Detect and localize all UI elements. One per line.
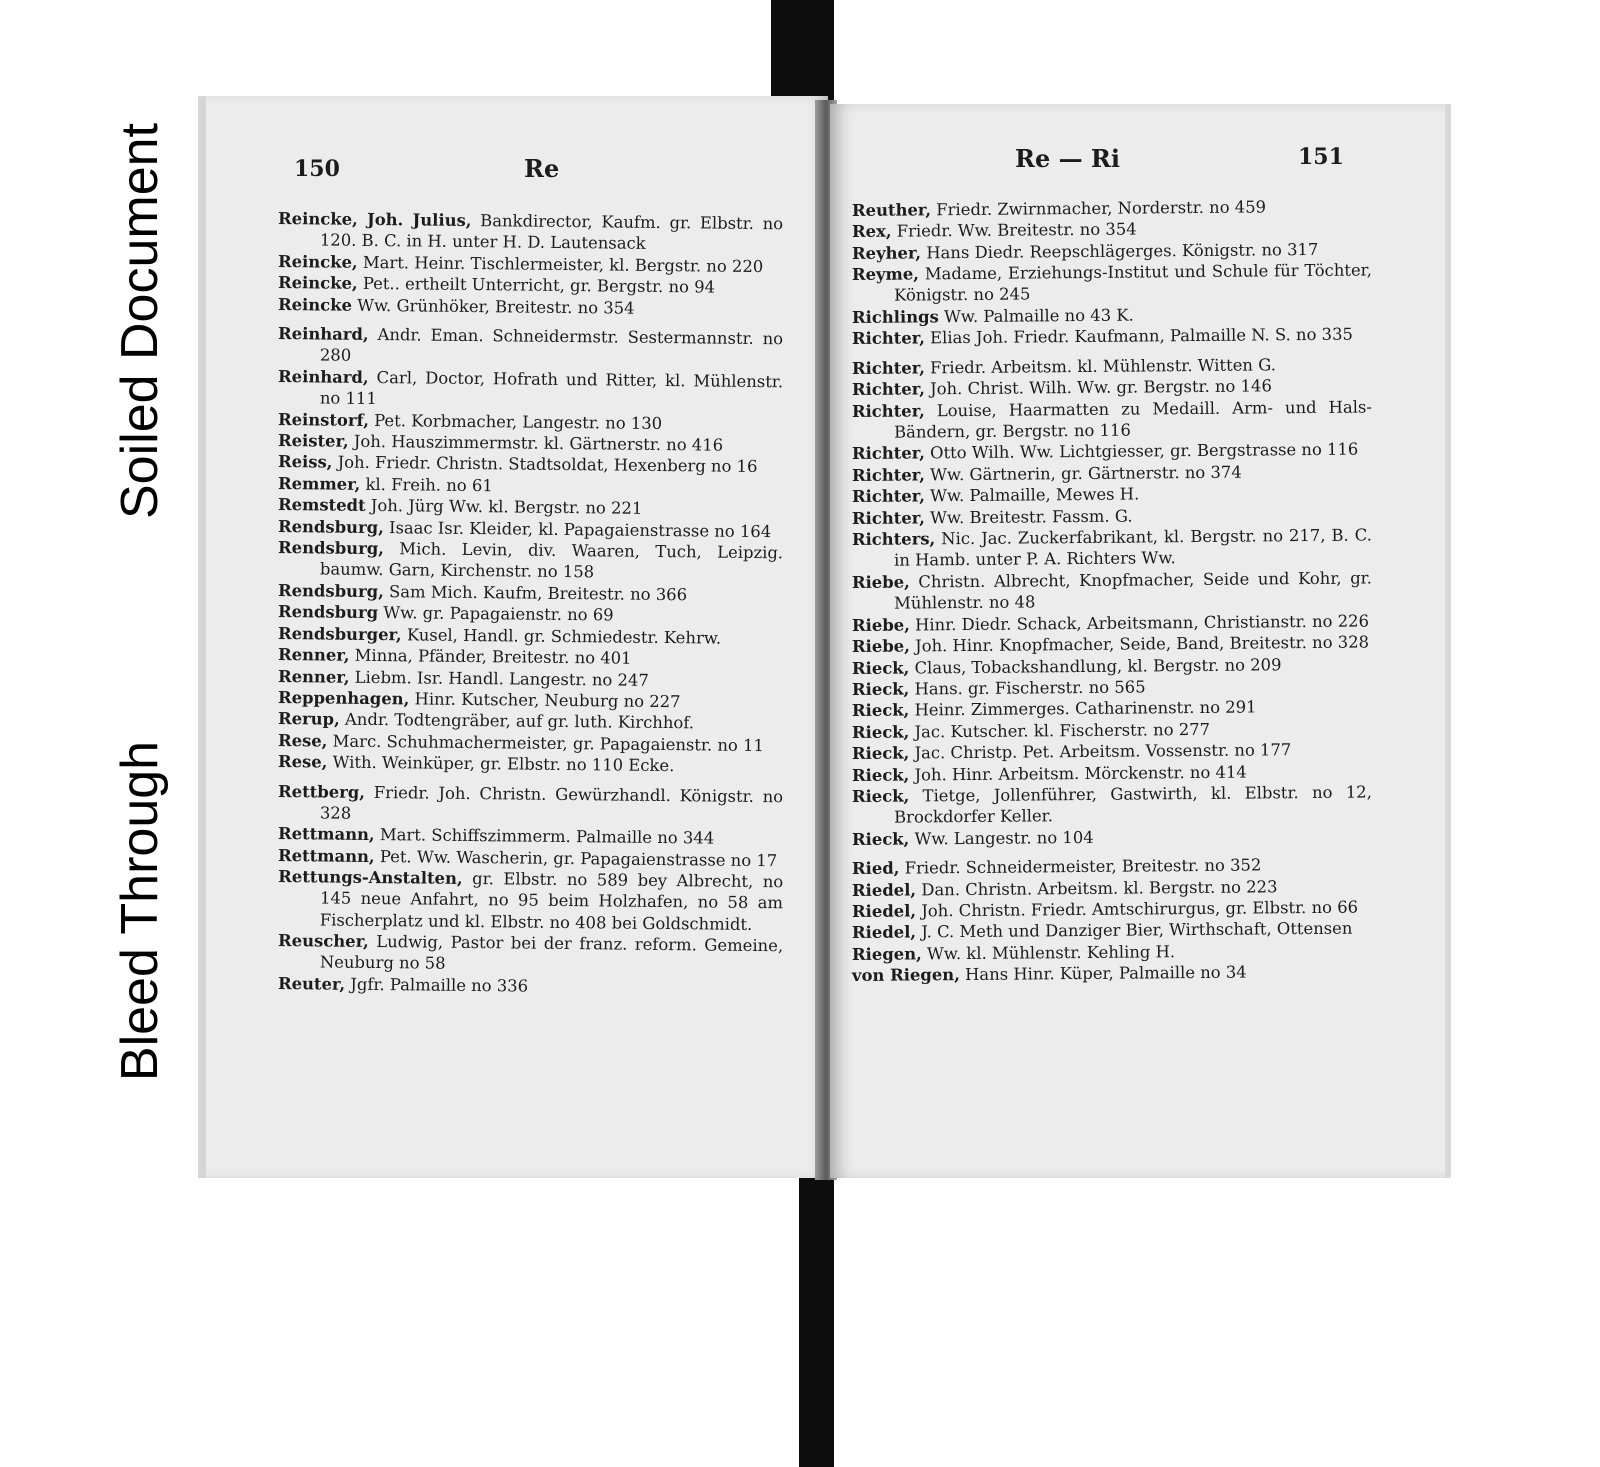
directory-entry: Rieck, Jac. Christp. Pet. Arbeitsm. Vossenstr. no 177 — [851, 740, 1292, 764]
directory-entry: Reincke, Mart. Heinr. Tischlermeister, kl. Bergstr. no 220 — [277, 251, 764, 276]
directory-entry: Rieck, Joh. Hinr. Arbeitsm. Mörckenstr. no 414 — [851, 762, 1247, 785]
directory-entry: Reister, Joh. Hauszimmermstr. kl. Gärtnerstr. no 416 — [277, 431, 724, 455]
directory-entry: Renner, Minna, Pfänder, Breitestr. no 401 — [277, 645, 632, 668]
directory-entry: Reuter, Jgfr. Palmaille no 336 — [277, 974, 529, 996]
directory-entry: Rettmann, Pet. Ww. Wascherin, gr. Papagaienstrasse no 17 — [277, 845, 778, 871]
directory-entry: Ried, Friedr. Schneidermeister, Breitestr. no 352 — [851, 855, 1262, 879]
directory-entry: Richter, Friedr. Arbeitsm. kl. Mühlenstr. Witten G. — [851, 355, 1276, 378]
spine-bottom-bar — [799, 1170, 834, 1467]
directory-entry: Rese, With. Weinküper, gr. Elbstr. no 110 Ecke. — [277, 752, 675, 776]
directory-entry: von Riegen, Hans Hinr. Küper, Palmaille no 34 — [851, 962, 1247, 986]
right-page-header: Re — Ri — [1015, 144, 1120, 173]
directory-entry: Rieck, Jac. Kutscher. kl. Fischerstr. no 277 — [851, 719, 1211, 742]
directory-entry: Riedel, J. C. Meth und Danziger Bier, Wirthschaft, Ottensen — [851, 919, 1353, 943]
directory-entry: Reinstorf, Pet. Korbmacher, Langestr. no 130 — [277, 409, 663, 433]
directory-entry: Reuscher, Ludwig, Pastor bei der franz. reform. Gemeine, Neuburg no 58 — [278, 931, 784, 974]
directory-entry: Riegen, Ww. kl. Mühlenstr. Kehling H. — [851, 941, 1176, 964]
directory-entry: Rieck, Heinr. Zimmerges. Catharinenstr. no 291 — [851, 697, 1257, 721]
directory-entry: Rendsburg Ww. gr. Papagaienstr. no 69 — [277, 602, 614, 625]
directory-entry: Rese, Marc. Schuhmachermeister, gr. Papagaienstr. no 11 — [277, 730, 764, 755]
directory-entry: Richter, Ww. Palmaille, Mewes H. — [851, 484, 1140, 507]
directory-entry: Riebe, Christn. Albrecht, Knopfmacher, Seide und Kohr, gr. Mühlenstr. no 48 — [851, 568, 1372, 613]
right-page-number: 151 — [1298, 144, 1344, 170]
directory-entry: Rendsburg, Isaac Isr. Kleider, kl. Papagaienstrasse no 164 — [277, 516, 772, 541]
bleed-through-text: Bleed Through — [111, 740, 169, 1082]
directory-entry: Reincke, Joh. Julius, Bankdirector, Kaufm. gr. Elbstr. no 120. B. C. in H. unter H. D. Lautensack — [278, 209, 784, 254]
left-page-header: Re — [524, 154, 560, 183]
directory-entry: Reinhard, Andr. Eman. Schneidermstr. Sestermannstr. no 280 — [278, 324, 784, 366]
soiled-document-label — [100, 56, 180, 586]
directory-entry: Riedel, Joh. Christn. Friedr. Amtschirurgus, gr. Elbstr. no 66 — [851, 897, 1359, 921]
bleed-through-label — [100, 666, 180, 1156]
directory-entry: Reuther, Friedr. Zwirnmacher, Norderstr. no 459 — [851, 197, 1267, 220]
directory-entry: Remmer, kl. Freih. no 61 — [277, 473, 493, 496]
directory-entry: Reyher, Hans Diedr. Reepschlägerges. Königstr. no 317 — [851, 239, 1319, 263]
directory-entry: Rettberg, Friedr. Joh. Christn. Gewürzhandl. Königstr. no 328 — [278, 781, 784, 823]
directory-entry: Riebe, Hinr. Diedr. Schack, Arbeitsmann, Christianstr. no 226 — [851, 611, 1370, 635]
soiled-document-text: Soiled Document — [111, 123, 169, 519]
directory-entry: Riebe, Joh. Hinr. Knopfmacher, Seide, Band, Breitestr. no 328 — [851, 632, 1370, 657]
directory-entry: Rieck, Claus, Tobackshandlung, kl. Bergstr. no 209 — [851, 654, 1282, 678]
directory-entry: Richter, Joh. Christ. Wilh. Ww. gr. Bergstr. no 146 — [851, 376, 1272, 400]
directory-entry: Rendsburg, Mich. Levin, div. Waaren, Tuch, Leipzig. baumw. Garn, Kirchenstr. no 158 — [278, 538, 784, 582]
directory-entry: Richter, Otto Wilh. Ww. Lichtgiesser, gr. Bergstrasse no 116 — [851, 440, 1359, 464]
directory-entry: Rerup, Andr. Todtengräber, auf gr. luth. Kirchhof. — [277, 709, 695, 733]
directory-entry: Rieck, Ww. Langestr. no 104 — [851, 827, 1094, 849]
directory-entry: Richter, Ww. Gärtnerin, gr. Gärtnerstr. no 374 — [851, 462, 1242, 485]
directory-entry: Reincke, Pet.. ertheilt Unterricht, gr. Bergstr. no 94 — [277, 273, 716, 297]
directory-entry: Richter, Elias Joh. Friedr. Kaufmann, Palmaille N. S. no 335 — [851, 325, 1353, 349]
directory-entry: Reincke Ww. Grünhöker, Breitestr. no 354 — [277, 294, 635, 318]
directory-entry: Riedel, Dan. Christn. Arbeitsm. kl. Bergstr. no 223 — [851, 876, 1278, 900]
directory-entry: Rex, Friedr. Ww. Breitestr. no 354 — [851, 219, 1137, 242]
directory-entry: Renner, Liebm. Isr. Handl. Langestr. no 247 — [277, 666, 649, 690]
directory-entry: Reppenhagen, Hinr. Kutscher, Neuburg no 227 — [277, 687, 681, 712]
directory-entry: Richter, Louise, Haarmatten zu Medaill. Arm- und Hals-Bändern, gr. Bergstr. no 116 — [851, 397, 1372, 442]
directory-entry: Rettungs-Anstalten, gr. Elbstr. no 589 bey Albrecht, no 145 neue Anfahrt, no 95 beim Holzhafen, no 58 am Fischerplatz und kl. Elbstr. no 408 bei Goldschmidt. — [278, 867, 784, 934]
directory-entry: Reinhard, Carl, Doctor, Hofrath und Ritter, kl. Mühlenstr. no 111 — [278, 366, 784, 409]
left-entry-list — [278, 208, 783, 995]
directory-entry: Rendsburger, Kusel, Handl. gr. Schmiedestr. Kehrw. — [277, 623, 722, 648]
directory-entry: Rieck, Tietge, Jollenführer, Gastwirth, kl. Elbstr. no 12, Brockdorfer Keller. — [851, 782, 1372, 828]
directory-entry: Reiss, Joh. Friedr. Christn. Stadtsoldat, Hexenberg no 16 — [277, 452, 758, 477]
directory-entry: Reyme, Madame, Erziehungs-Institut und Schule für Töchter, Königstr. no 245 — [851, 260, 1372, 306]
right-page — [830, 104, 1451, 1178]
directory-entry: Rieck, Hans. gr. Fischerstr. no 565 — [851, 677, 1146, 699]
left-page — [198, 96, 828, 1178]
directory-entry: Rendsburg, Sam Mich. Kaufm, Breitestr. no 366 — [277, 580, 688, 605]
directory-entry: Richter, Ww. Breitestr. Fassm. G. — [851, 506, 1133, 528]
left-page-number: 150 — [294, 156, 340, 182]
directory-entry: Rettmann, Mart. Schiffszimmerm. Palmaille no 344 — [277, 824, 715, 848]
directory-entry: Richlings Ww. Palmaille no 43 K. — [851, 305, 1134, 328]
right-entry-list — [851, 197, 1372, 987]
directory-entry: Remstedt Joh. Jürg Ww. kl. Bergstr. no 221 — [277, 495, 643, 519]
directory-entry: Richters, Nic. Jac. Zuckerfabrikant, kl. Bergstr. no 217, B. C. in Hamb. unter P. A. Richters Ww. — [851, 525, 1372, 571]
